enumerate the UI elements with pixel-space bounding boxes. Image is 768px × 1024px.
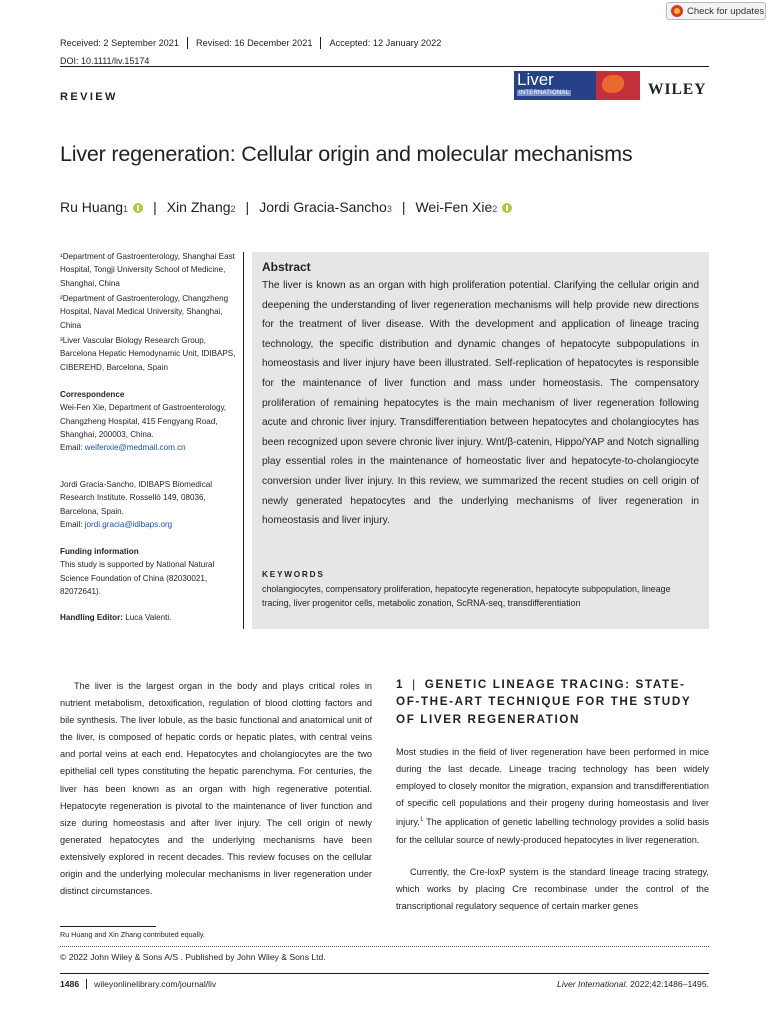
email-label: Email:: [60, 443, 85, 453]
header-rule: [60, 66, 709, 67]
correspondence-address: Wei-Fen Xie, Department of Gastroenterology, Changzheng Hospital, 415 Fengyang Road, Shanghai, 200003, China.: [60, 403, 227, 439]
author-separator: |: [401, 199, 406, 215]
column-divider: [243, 252, 244, 629]
author-affiliation-marker: 3: [386, 204, 392, 214]
keywords-text: cholangiocytes, compensatory proliferation, hepatocyte regeneration, hepatocyte subpopulation, lineage tracing, liver progenitor cells, metabolic zonation, ScRNA-seq, transdifferentiation: [262, 584, 671, 609]
crossmark-icon: [671, 5, 683, 17]
orcid-icon[interactable]: [502, 203, 512, 213]
email-link[interactable]: jordi.gracia@idibaps.org: [84, 519, 173, 529]
correspondence: [60, 388, 240, 454]
author-name[interactable]: Jordi Gracia-Sancho: [259, 199, 387, 215]
section-separator: |: [412, 678, 417, 691]
article-dates: [60, 37, 449, 49]
author-separator: |: [245, 199, 250, 215]
journal-logo-subtitle: INTERNATIONAL: [519, 90, 570, 96]
author-affiliation-marker: 2: [492, 204, 498, 214]
handling-editor: [60, 611, 240, 624]
author-name[interactable]: Xin Zhang: [166, 199, 231, 215]
page-number: 1486: [60, 979, 87, 989]
revised-date: Revised: 16 December 2021: [187, 37, 320, 49]
doi: DOI: 10.1111/liv.15174: [60, 56, 150, 66]
check-for-updates-label: Check for updates: [687, 5, 765, 17]
journal-name: Liver International.: [557, 979, 628, 989]
affiliation: ¹Department of Gastroenterology, Shanghai East Hospital, Tongji University School of Medicine, Shanghai, China: [60, 252, 235, 288]
section-heading: [396, 676, 709, 728]
dotted-divider: [60, 946, 709, 947]
abstract-text: The liver is known as an organ with high proliferation potential. Clarifying the cellular origin and deepening the understanding of liver regeneration mechanisms will help provide new directions for the treatment of liver disease. With the development and application of lineage tracing technology, the specific distribution and dynamic changes of hepatocyte subpopulations in homeostasis and liver injury have been illustrated. Self-replication of hepatocytes is responsible for the maintenance of liver function and mass under homeostasis. The compensatory proliferation of remaining hepatocytes is the main mechanism of liver regeneration following acute and chronic liver injury. Transdifferentiation between hepatocytes and cholangiocytes has been recognized upon severe chronic liver injury. Wnt/β-catenin, Hippo/YAP and Notch signalling play essential roles in the maintenance of homeostatic liver and hepatocyte-to-cholangiocyte conversion under liver injury. In this review, we summarized the recent studies on cell origin of newly generated hepatocytes and the underlying mechanisms of liver regeneration in homeostasis and liver injury.: [262, 280, 699, 527]
author-affiliation-marker: 1: [123, 204, 129, 214]
copyright: © 2022 John Wiley & Sons A/S . Published by John Wiley & Sons Ltd.: [60, 952, 326, 962]
correspondence-second: [60, 478, 240, 531]
liver-logo-image: [596, 71, 640, 100]
section-paragraph: [396, 744, 709, 849]
email-label: Email:: [60, 519, 85, 529]
publisher-logo: WILEY: [648, 81, 707, 98]
handling-editor-label: Handling Editor:: [60, 613, 123, 622]
accepted-date: Accepted: 12 January 2022: [320, 37, 449, 49]
author-name[interactable]: Wei-Fen Xie: [415, 199, 493, 215]
journal-website-link[interactable]: wileyonlinelibrary.com/journal/liv: [94, 979, 217, 989]
author-name[interactable]: Ru Huang: [60, 199, 124, 215]
affiliation: ³Liver Vascular Biology Research Group, Barcelona Hepatic Hemodynamic Unit, IDIBAPS, CIBEREHD, Barcelona, Spain: [60, 336, 236, 372]
article-type: REVIEW: [60, 91, 118, 103]
received-date: Received: 2 September 2021: [60, 38, 180, 48]
section-paragraph-text: The application of genetic labelling technology provides a solid basis for the cellular source of newly-produced hepatocytes in liver regeneration.: [396, 817, 709, 845]
footnote-rule: [60, 926, 156, 927]
correspondence-address: Jordi Gracia-Sancho, IDIBAPS Biomedical Research Institute. Rosselló 149, 08036, Barcelona, Spain.: [60, 480, 213, 516]
section-paragraph: Currently, the Cre-loxP system is the standard lineage tracing strategy, which works by placing Cre recombinase under the control of the transcriptional regulatory sequence of certain marker genes: [396, 867, 709, 912]
footnote: Ru Huang and Xin Zhang contributed equally.: [60, 930, 205, 939]
journal-logo-text: Liver: [517, 71, 554, 89]
keywords-heading: KEYWORDS: [262, 570, 325, 579]
orcid-icon[interactable]: [133, 203, 143, 213]
affiliation: ²Department of Gastroenterology, Changzheng Hospital, Naval Medical University, Shanghai, China: [60, 294, 229, 330]
section-paragraph-text: Most studies in the field of liver regeneration have been performed in mice during the last decade. Lineage tracing technology has been widely employed to closely monitor the migration, expansion and transdifferentiation of specific cell populations and their progeny during homeostasis and liver injury.: [396, 747, 709, 828]
article-title: Liver regeneration: Cellular origin and molecular mechanisms: [60, 142, 633, 166]
funding: [60, 545, 240, 598]
citation-link[interactable]: 1: [419, 817, 424, 824]
correspondence-heading: Correspondence: [60, 390, 125, 399]
author-separator: |: [153, 199, 157, 215]
journal-citation: [510, 979, 709, 989]
introduction-paragraph: The liver is the largest organ in the body and plays critical roles in nutrient metabolism, detoxification, regulation of blood clotting factors and bile synthesis. The liver lobule, as the basic functional and anatomical unit of the liver, is composed of hepatic cords or hepatic plates, with central veins and portal veins at each end. Hepatocytes and cholangiocytes are the two epithelial cell types constituting the hepatic parenchyma. For centuries, the liver has been known as an organ with high regenerative potential. Hepatocyte regeneration is pivotal to the maintenance of liver function and size during homeostasis and after liver injury. The cell origin of newly generated hepatocytes and the underlying mechanisms have been extensively explored in recent decades. This review focuses on the cellular origin and the underlying molecular mechanisms in liver regeneration under distinct circumstances.: [60, 681, 372, 897]
abstract-heading: Abstract: [262, 260, 311, 274]
funding-text: This study is supported by National Natural Science Foundation of China (82030021, 82072641).: [60, 560, 215, 596]
author-affiliation-marker: 2: [230, 204, 236, 214]
email-link[interactable]: weifenxie@medmail.com.cn: [84, 443, 186, 453]
citation-details: 2022;42:1486–1495.: [627, 979, 709, 989]
section-number: 1: [396, 678, 405, 691]
section-title: GENETIC LINEAGE TRACING: STATE-OF-THE-ART TECHNIQUE FOR THE STUDY OF LIVER REGENERATION: [396, 678, 692, 726]
handling-editor-name: Luca Valenti.: [122, 613, 172, 622]
footer-rule: [60, 973, 709, 974]
journal-logo: [514, 71, 640, 100]
author-list: [60, 199, 512, 215]
funding-heading: Funding information: [60, 547, 139, 556]
page-footer: [60, 979, 216, 989]
check-for-updates-button[interactable]: [666, 2, 766, 20]
